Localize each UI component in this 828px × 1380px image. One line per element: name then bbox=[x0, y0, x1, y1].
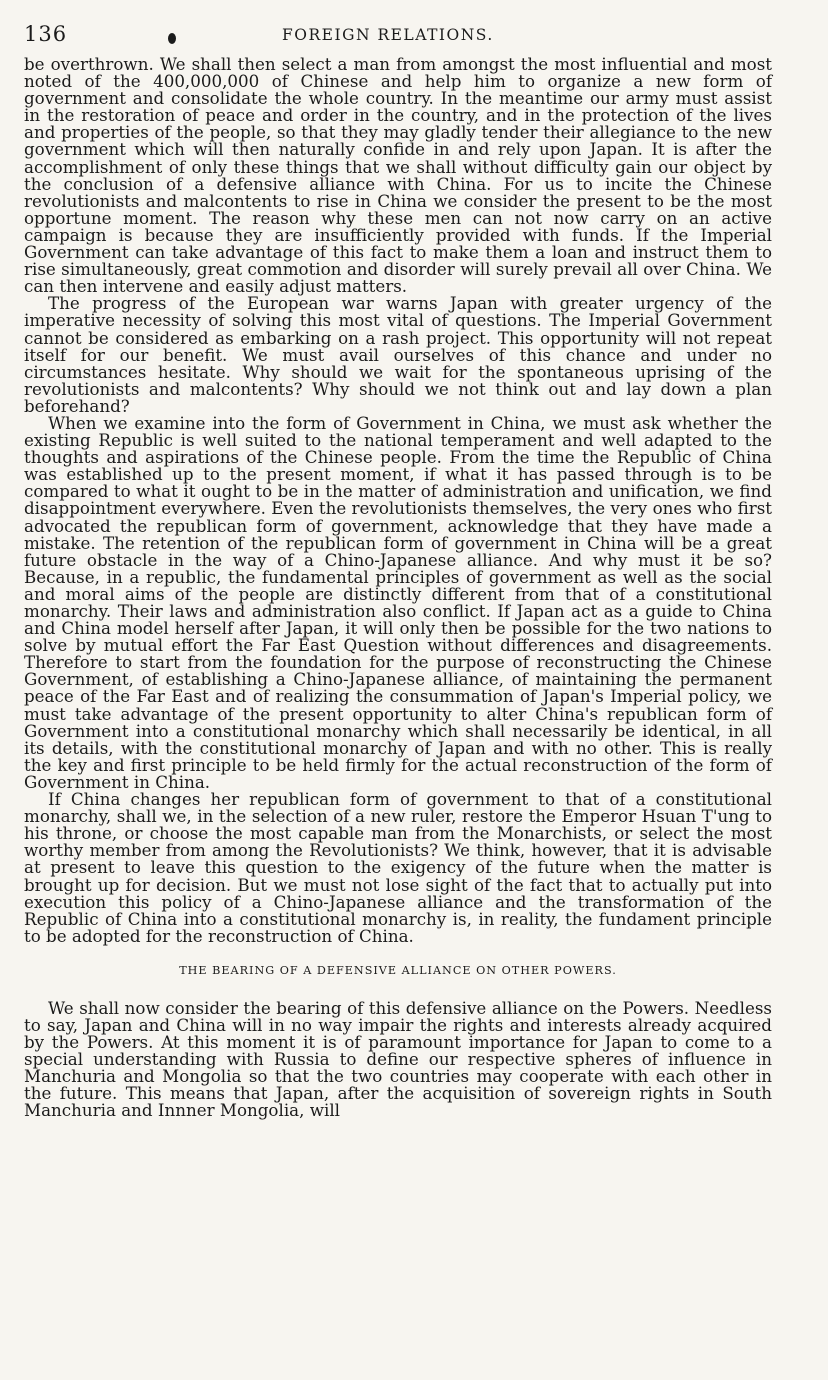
paragraph-form-of-government: When we examine into the form of Government in China, we must ask whether the existing Republic is well suited to the national temperament and well adapted to the thoughts and aspirations of the Chinese people. From the time the Republic of China was established up to the present moment, if what it has passed through is to be compared to what it ought to be in the matter of administration and unification, we find disappointment everywhere. Even the revolutionists themselves, the very ones who first advocated the republican form of government, acknowledge that they have made a mistake. The retention of the republican form of government in China will be a great future obstacle in the way of a Chino-Japanese alliance. And why must it be so? Because, in a republic, the fundamental principles of government as well as the social and moral aims of the people are distinctly different from that of a constitutional monarchy. Their laws and administration also conflict. If Japan act as a guide to China and China model herself after Japan, it will only then be possible for the two nations to solve by mutual effort the Far East Question without differences and disagreements. Therefore to start from the foundation for the purpose of reconstructing the Chinese Government, of establishing a Chino-Japanese alliance, of maintaining the permanent peace of the Far East and of realizing the consummation of Japan's Imperial policy, we must take advantage of the present opportunity to alter China's republican form of Government into a constitutional monarchy which shall necessarily be identical, in all its details, with the constitutional monarchy of Japan and with no other. This is really the key and first principle to be held firmly for the actual reconstruction of the form of Government in China. bbox=[24, 412, 772, 792]
paragraph-new-ruler: If China changes her republican form of government to that of a constitutional monarchy, shall we, in the selection of a new ruler, restore the Emperor Hsuan T'ung to his throne, or choose the most capable man from the Monarchists, or select the most worthy member from among the Revolutionists? We think, however, that it is advisable at present to leave this question to the exigency of the future when the matter is brought up for decision. But we must not lose sight of the fact that to actually put into execution this policy of a Chino-Japanese alliance and the transformation of the Republic of China into a constitutional monarchy is, in reality, the fundament principle to be adopted for the reconstruction of China. bbox=[24, 789, 772, 946]
page-header bbox=[24, 22, 772, 56]
ink-speck bbox=[168, 33, 176, 44]
page-number: 136 bbox=[24, 22, 68, 46]
paragraph-continued: be overthrown. We shall then select a man from amongst the most influential and most noted of the 400,000,000 of Chinese and help him to organize a new form of government and consolidate the whole country. In the meantime our army must assist in the restoration of peace and order in the country, and in the protection of the lives and properties of the people, so that they may gladly tender their allegiance to the new government which will then naturally confide in and rely upon Japan. It is after the accomplishment of only these things that we shall without difficulty gain our object by the conclusion of a defensive alliance with China. For us to incite the Chinese revolutionists and malcontents to rise in China we consider the present to be the most opportune moment. The reason why these men can not now carry on an active campaign is because they are insufficiently provided with funds. If the Imperial Government can take advantage of this fact to make them a loan and instruct them to rise simultaneously, great commotion and disorder will surely prevail all over China. We can then intervene and easily adjust matters. bbox=[24, 54, 772, 297]
body-text bbox=[24, 56, 772, 1120]
paragraph-european-war: The progress of the European war warns Japan with greater urgency of the imperative necessity of solving this most vital of questions. The Imperial Government cannot be considered as embarking on a rash project. This opportunity will not repeat itself for our benefit. We must avail ourselves of this chance and under no circumstances hesitate. Why should we wait for the spontaneous uprising of the revolutionists and malcontents? Why should we not think out and lay down a plan beforehand? bbox=[24, 293, 772, 416]
running-title: FOREIGN RELATIONS. bbox=[282, 26, 494, 44]
paragraph-powers: We shall now consider the bearing of this defensive alliance on the Powers. Needless to say, Japan and China will in no way impair the rights and interests already acquired by the Powers. At this moment it is of paramount importance for Japan to come to a special understanding with Russia to define our respective spheres of influence in Manchuria and Mongolia so that the two countries may cooperate with each other in the future. This means that Japan, after the acquisition of sovereign rights in South Manchuria and Innner Mongolia, will bbox=[24, 997, 772, 1121]
section-heading: THE BEARING OF A DEFENSIVE ALLIANCE ON OTHER POWERS. bbox=[179, 963, 617, 977]
